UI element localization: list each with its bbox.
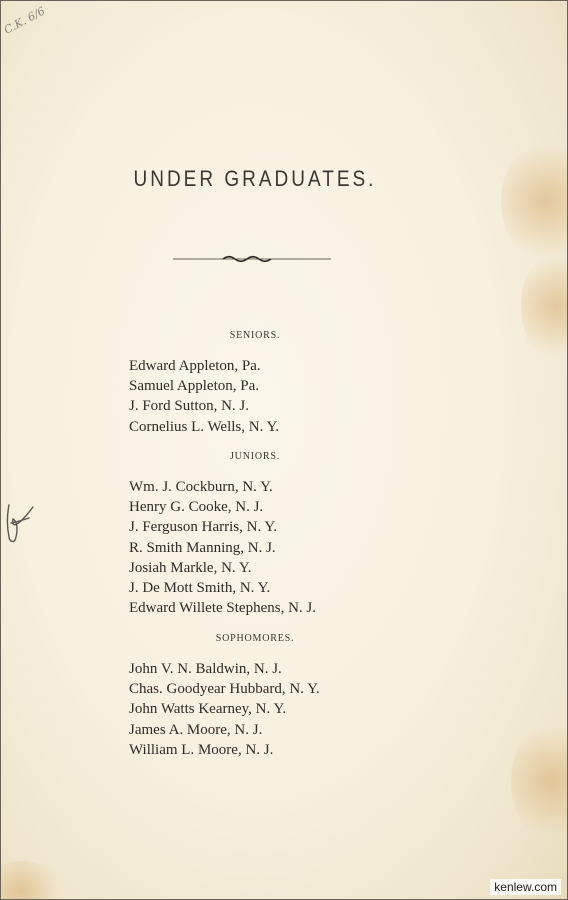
pencil-margin-note: C.K. 6/6 xyxy=(1,4,48,37)
list-item: William L. Moore, N. J. xyxy=(129,741,274,758)
section-heading-sophomores: SOPHOMORES. xyxy=(215,633,295,644)
list-item: John Watts Kearney, N. Y. xyxy=(129,701,287,718)
seniors-list xyxy=(129,356,279,437)
list-item: J. Ferguson Harris, N. Y. xyxy=(129,519,278,536)
foxing-stain xyxy=(511,721,568,841)
list-item: J. Ford Sutton, N. J. xyxy=(129,398,250,415)
foxing-stain xyxy=(0,861,61,900)
list-item: Samuel Appleton, Pa. xyxy=(129,378,259,395)
list-item: James A. Moore, N. J. xyxy=(129,721,263,738)
section-heading-juniors: JUNIORS. xyxy=(229,451,281,462)
handwritten-ink-mark xyxy=(3,501,43,551)
list-item: Josiah Markle, N. Y. xyxy=(129,559,252,576)
list-item: John V. N. Baldwin, N. J. xyxy=(129,661,282,677)
list-item: R. Smith Manning, N. J. xyxy=(129,539,276,556)
watermark-label: kenlew.com xyxy=(490,879,561,895)
foxing-stain xyxy=(521,251,568,361)
section-heading-seniors: SENIORS. xyxy=(229,330,281,341)
list-item: Chas. Goodyear Hubbard, N. Y. xyxy=(129,681,320,698)
list-item: Cornelius L. Wells, N. Y. xyxy=(129,418,280,435)
list-item: Edward Willete Stephens, N. J. xyxy=(129,600,317,617)
juniors-list xyxy=(129,477,316,618)
list-item: J. De Mott Smith, N. Y. xyxy=(129,580,271,597)
foxing-stain xyxy=(501,141,568,261)
list-item: Wm. J. Cockburn, N. Y. xyxy=(129,479,273,495)
ornamental-rule xyxy=(171,253,333,265)
list-item: Edward Appleton, Pa. xyxy=(129,358,261,374)
list-item: Henry G. Cooke, N. J. xyxy=(129,499,264,516)
page-title: UNDER GRADUATES. xyxy=(133,167,377,192)
sophomores-list xyxy=(129,659,320,760)
